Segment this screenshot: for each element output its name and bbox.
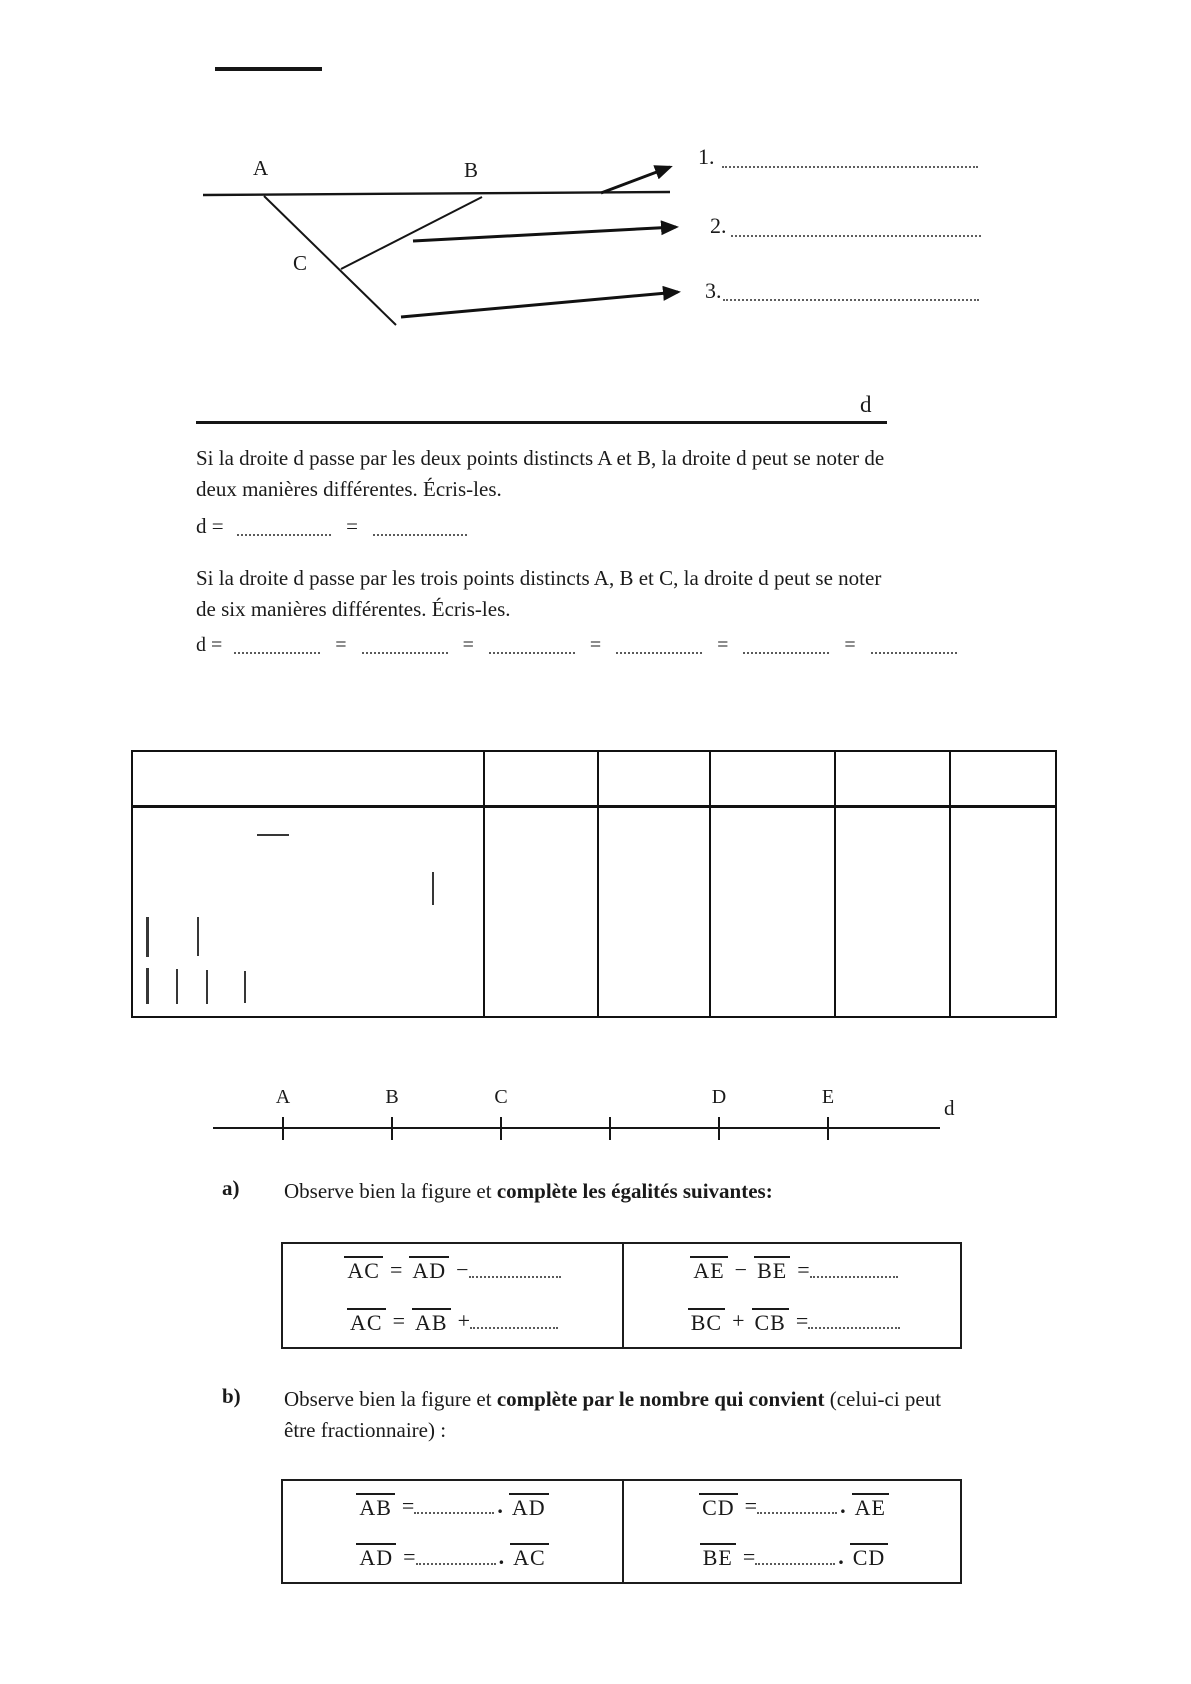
table-column-divider <box>834 752 836 1016</box>
multiplication-dot: . <box>497 1493 503 1519</box>
arrow-3 <box>401 292 678 317</box>
ruler <box>200 1075 1000 1145</box>
table-header-divider <box>133 805 1055 808</box>
answer-number-2: 2. <box>710 213 727 238</box>
equation-cell <box>283 1532 624 1583</box>
ruler-tick-label-b: B <box>385 1086 399 1108</box>
d-rule <box>196 421 887 424</box>
d-rule-label: d <box>860 392 872 417</box>
operator: = <box>392 1308 405 1334</box>
part-b-intro-normal: Observe bien la figure et <box>284 1387 497 1411</box>
part-a-intro-bold: complète les égalités suivantes: <box>496 1179 773 1203</box>
equation-lead: d = <box>196 514 224 538</box>
part-a-intro-normal: Observe bien la figure et <box>284 1179 497 1203</box>
figure-baseline <box>203 192 670 195</box>
equations-box-b <box>281 1479 962 1584</box>
pencil-mark <box>244 971 246 1003</box>
paragraph-three-points <box>196 563 881 625</box>
part-a-marker: a) <box>222 1176 240 1200</box>
segment-term-bar: CD <box>850 1543 889 1570</box>
arrow-2 <box>413 227 676 241</box>
answer-blank <box>469 1262 561 1278</box>
answer-blank <box>871 638 957 654</box>
paragraph-line: Si la droite d passe par les deux points distincts A et B, la droite d peut se noter de <box>196 446 885 470</box>
equation-cell <box>624 1532 964 1583</box>
answer-blank <box>808 1313 900 1329</box>
point-label-c: C <box>293 251 308 275</box>
answer-blank <box>373 520 467 536</box>
part-b-intro-bold: complète par le nombre qui convient <box>496 1387 825 1411</box>
geometry-figure <box>190 140 1010 340</box>
part-b-intro <box>284 1384 941 1446</box>
pencil-mark <box>146 968 149 1004</box>
top-rule <box>215 67 322 71</box>
segment-term-bar: BE <box>754 1256 790 1283</box>
operator: = <box>795 1308 809 1334</box>
equation-cell <box>624 1296 964 1348</box>
paragraph-two-points <box>196 443 884 505</box>
operator: − <box>734 1256 748 1282</box>
segment-term-bar: AD <box>509 1493 549 1520</box>
equation-two-blanks <box>196 514 467 539</box>
operator: − <box>456 1256 469 1282</box>
point-label-b: B <box>464 158 479 182</box>
point-label-a: A <box>253 156 269 180</box>
equation-cell <box>283 1244 624 1296</box>
pencil-mark <box>432 872 434 905</box>
answer-blank <box>414 1498 494 1514</box>
multiplication-dot: . <box>498 1543 505 1569</box>
operator: = <box>744 1493 758 1519</box>
pencil-mark <box>146 917 149 957</box>
answer-blank <box>234 638 320 654</box>
table-column-divider <box>709 752 711 1016</box>
worksheet-table <box>131 750 1057 1018</box>
equals-sign: = <box>462 634 474 656</box>
answer-blank <box>616 638 702 654</box>
equation-cell <box>283 1481 624 1532</box>
line-b-to-c <box>341 197 482 269</box>
multiplication-dot: . <box>838 1543 844 1569</box>
equals-sign: = <box>346 514 358 538</box>
operator: = <box>389 1256 403 1282</box>
operator: = <box>797 1256 810 1282</box>
answer-blank <box>755 1549 835 1565</box>
segment-term-bar: AC <box>347 1308 386 1335</box>
answer-blank <box>810 1262 898 1278</box>
answer-blank <box>362 638 448 654</box>
answer-number-1: 1. <box>698 144 715 169</box>
table-column-divider <box>483 752 485 1016</box>
ruler-tick-label-e: E <box>821 1086 835 1108</box>
pencil-mark <box>176 969 178 1004</box>
equation-cell <box>624 1244 964 1296</box>
multiplication-dot: . <box>840 1493 846 1519</box>
equals-sign: = <box>844 634 856 656</box>
ruler-tick-label-a: A <box>275 1086 291 1108</box>
segment-term-bar: AB <box>412 1308 451 1335</box>
answer-blank <box>470 1313 558 1329</box>
segment-term-bar: AE <box>852 1493 889 1520</box>
answer-blank <box>416 1549 496 1565</box>
segment-term-bar: AC <box>510 1543 549 1570</box>
line-a-through-c <box>264 196 396 325</box>
arrow-1 <box>601 167 670 193</box>
equation-cell <box>624 1481 964 1532</box>
operator: = <box>401 1493 415 1519</box>
pencil-mark <box>206 970 208 1004</box>
part-a-intro <box>284 1176 773 1207</box>
paragraph-line: deux manières différentes. Écris-les. <box>196 477 502 501</box>
equation-six-blanks <box>196 634 957 657</box>
answer-blank <box>489 638 575 654</box>
equals-sign: = <box>717 634 729 656</box>
equals-sign: = <box>589 634 602 656</box>
equation-cell <box>283 1296 624 1348</box>
part-b-intro-line1 <box>284 1384 941 1415</box>
equation-lead: d = <box>196 634 223 656</box>
ruler-d-label: d <box>944 1096 955 1120</box>
equals-sign: = <box>335 634 347 656</box>
answer-blank <box>757 1498 837 1514</box>
segment-term-bar: AD <box>409 1256 449 1283</box>
answer-blank <box>237 520 331 536</box>
operator: = <box>403 1543 416 1569</box>
paragraph-line: Si la droite d passe par les trois points distincts A, B et C, la droite d peut se noter <box>196 566 882 590</box>
segment-term-bar: BE <box>700 1543 736 1570</box>
operator: + <box>457 1308 470 1334</box>
segment-term-bar: AE <box>690 1256 727 1283</box>
segment-term-bar: CD <box>699 1493 738 1520</box>
ruler-tick-label-d: D <box>711 1086 727 1108</box>
pencil-mark <box>257 834 289 836</box>
part-b-marker: b) <box>222 1384 241 1408</box>
answer-number-3: 3. <box>705 278 722 303</box>
segment-term-bar: AC <box>344 1256 383 1283</box>
answer-dotted-line-1 <box>722 150 978 168</box>
operator: = <box>742 1543 756 1569</box>
answer-dotted-line-3 <box>723 283 979 301</box>
ruler-tick-label-c: C <box>494 1086 508 1108</box>
segment-term-bar: BC <box>688 1308 725 1335</box>
segment-term-bar: AB <box>356 1493 395 1520</box>
operator: + <box>732 1308 745 1334</box>
segment-term-bar: AD <box>356 1543 396 1570</box>
pencil-mark <box>197 917 199 956</box>
paragraph-line: de six manières différentes. Écris-les. <box>196 597 511 621</box>
table-column-divider <box>949 752 951 1016</box>
part-b-intro-tail: (celui-ci peut <box>824 1387 942 1411</box>
table-column-divider <box>597 752 599 1016</box>
part-b-intro-line2: être fractionnaire) : <box>284 1418 447 1442</box>
answer-dotted-line-2 <box>731 219 981 237</box>
answer-blank <box>743 638 829 654</box>
segment-term-bar: CB <box>752 1308 789 1335</box>
equations-box-a <box>281 1242 962 1349</box>
